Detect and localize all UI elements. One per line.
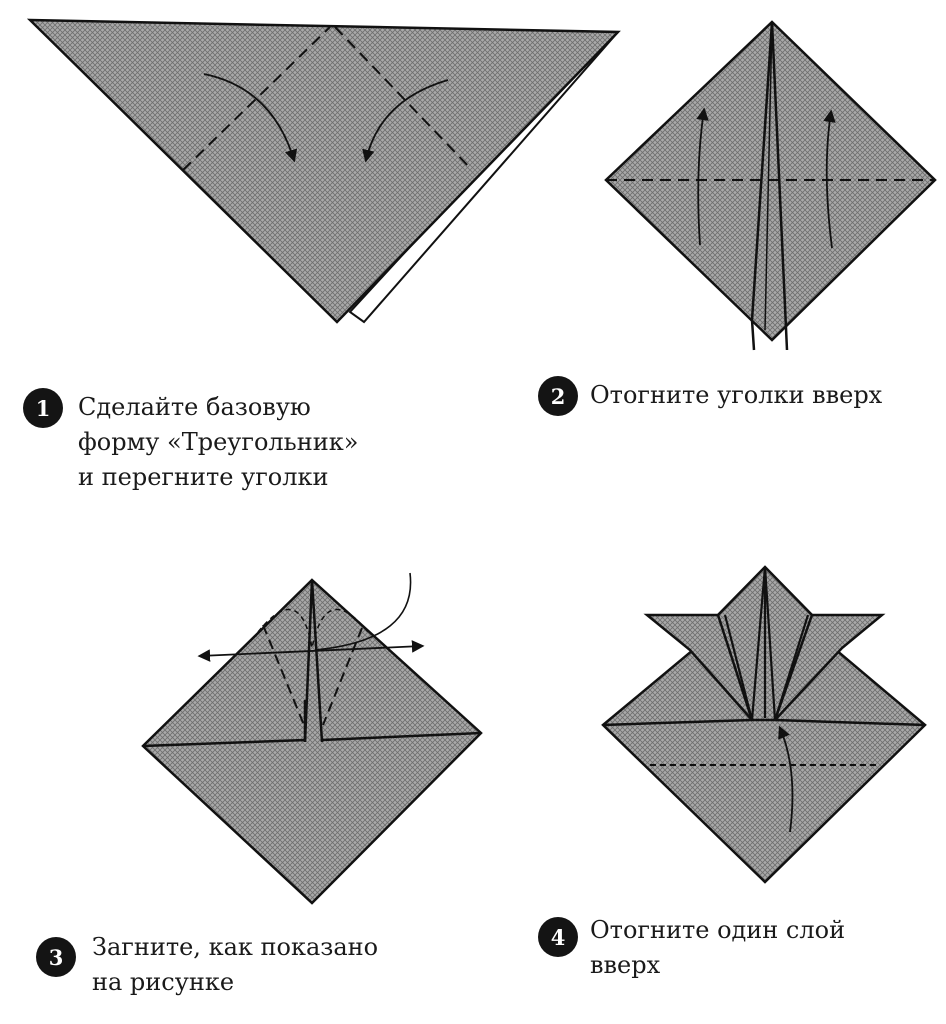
step-3-square: [143, 580, 481, 903]
step-3-caption-line-2: на рисунке: [92, 968, 235, 996]
step-4-number-badge: 4: [538, 917, 578, 957]
step-1-caption-line-1: Сделайте базовую: [78, 393, 311, 421]
step-2-caption: [590, 378, 882, 413]
step-1-caption-line-3: и перегните уголки: [78, 463, 329, 491]
step-4-caption-line-1: Отогните один слой: [590, 916, 846, 944]
step-4-caption-line-2: вверх: [590, 951, 661, 979]
step-1-caption-line-2: форму «Треугольник»: [78, 428, 359, 456]
step-3-caption: [92, 930, 378, 1000]
step-3-figure: [143, 573, 481, 903]
step-2-figure: [606, 22, 935, 350]
step-4-figure: [603, 567, 925, 882]
step-4-caption: [590, 913, 845, 983]
step-2-caption-line-1: Отогните уголки вверх: [590, 381, 883, 409]
step-3-caption-line-1: Загните, как показано: [92, 933, 379, 961]
step-1-number-badge: 1: [23, 388, 63, 428]
step-2-number-badge: 2: [538, 376, 578, 416]
step-1-caption: [78, 390, 358, 495]
step-3-number-badge: 3: [36, 937, 76, 977]
step-1-figure: [30, 20, 618, 322]
step-1-triangle: [30, 20, 618, 322]
